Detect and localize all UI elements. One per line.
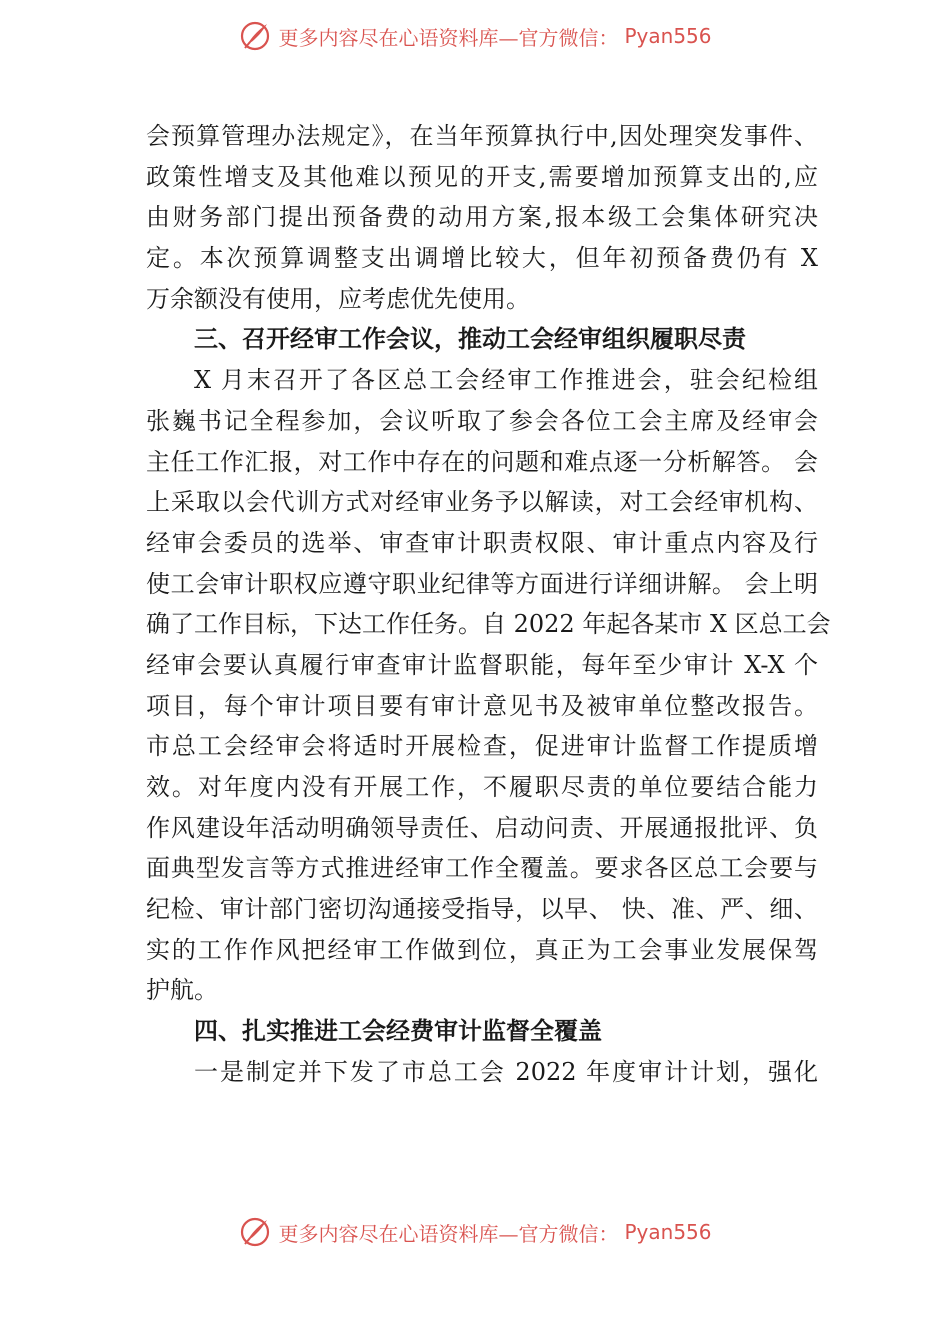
paragraph-line: 张巍书记全程参加，会议听取了参会各位工会主席及经审会 — [146, 406, 818, 435]
paragraph-line: 万余额没有使用，应考虑优先使用。 — [146, 284, 530, 313]
paragraph-line: 由财务部门提出预备费的动用方案,报本级工会集体研究决 — [146, 203, 818, 232]
feather-quill-logo-icon — [238, 19, 272, 53]
document-body — [146, 116, 831, 1093]
paragraph-line: 实的工作作风把经审工作做到位，真正为工会事业发展保驾 — [146, 935, 818, 964]
paragraph-line: 上采取以会代训方式对经审业务予以解读，对工会经审机构、 — [146, 488, 818, 517]
paragraph-line: 经审会要认真履行审查审计监督职能，每年至少审计 X-X 个 — [146, 650, 818, 679]
paragraph-line: 效。对年度内没有开展工作，不履职尽责的单位要结合能力 — [146, 773, 818, 801]
header-wechat-id: Pyan556 — [624, 24, 712, 48]
paragraph-line: 项目，每个审计项目要有审计意见书及被审单位整改报告。 — [146, 691, 818, 720]
paragraph-line: 面典型发言等方式推进经审工作全覆盖。要求各区总工会要与 — [146, 854, 818, 883]
section-heading-3: 三、召开经审工作会议，推动工会经审组织履职尽责 — [194, 325, 746, 354]
paragraph-line: 纪检、审计部门密切沟通接受指导，以早、 快、准、严、细、 — [146, 895, 818, 924]
footer-watermark-banner — [0, 1212, 950, 1252]
section-heading-4: 四、扎实推进工会经费审计监督全覆盖 — [194, 1017, 602, 1046]
paragraph-line: 定。本次预算调整支出调增比较大，但年初预备费仍有 X — [146, 244, 818, 273]
paragraph-line: 作风建设年活动明确领导责任、启动问责、开展通报批评、负 — [146, 813, 818, 842]
footer-banner-text: 更多内容尽在心语资料库—官方微信： — [278, 1221, 619, 1246]
paragraph-line: 确了工作目标，下达工作任务。自 2022 年起各某市 X 区总工会 — [146, 610, 831, 639]
paragraph-line: 会预算管理办法规定》，在当年预算执行中,因处理突发事件、 — [146, 122, 818, 150]
paragraph-line: 护航。 — [146, 976, 218, 1005]
paragraph-line: 一是制定并下发了市总工会 2022 年度审计计划，强化 — [194, 1057, 818, 1086]
header-watermark-banner — [0, 16, 950, 56]
paragraph-line: 市总工会经审会将适时开展检查，促进审计监督工作提质增 — [146, 732, 818, 761]
footer-wechat-id: Pyan556 — [624, 1220, 712, 1244]
paragraph-line: 主任工作汇报，对工作中存在的问题和难点逐一分析解答。 会 — [146, 447, 818, 476]
paragraph-line: 经审会委员的选举、审查审计职责权限、审计重点内容及行 — [146, 528, 818, 557]
feather-quill-logo-icon — [238, 1215, 272, 1249]
paragraph-line: 政策性增支及其他难以预见的开支,需要增加预算支出的,应 — [146, 162, 818, 191]
paragraph-line: 使工会审计职权应遵守职业纪律等方面进行详细讲解。 会上明 — [146, 569, 818, 598]
paragraph-line: X 月末召开了各区总工会经审工作推进会，驻会纪检组 — [194, 366, 818, 395]
header-banner-text: 更多内容尽在心语资料库—官方微信： — [278, 25, 619, 50]
